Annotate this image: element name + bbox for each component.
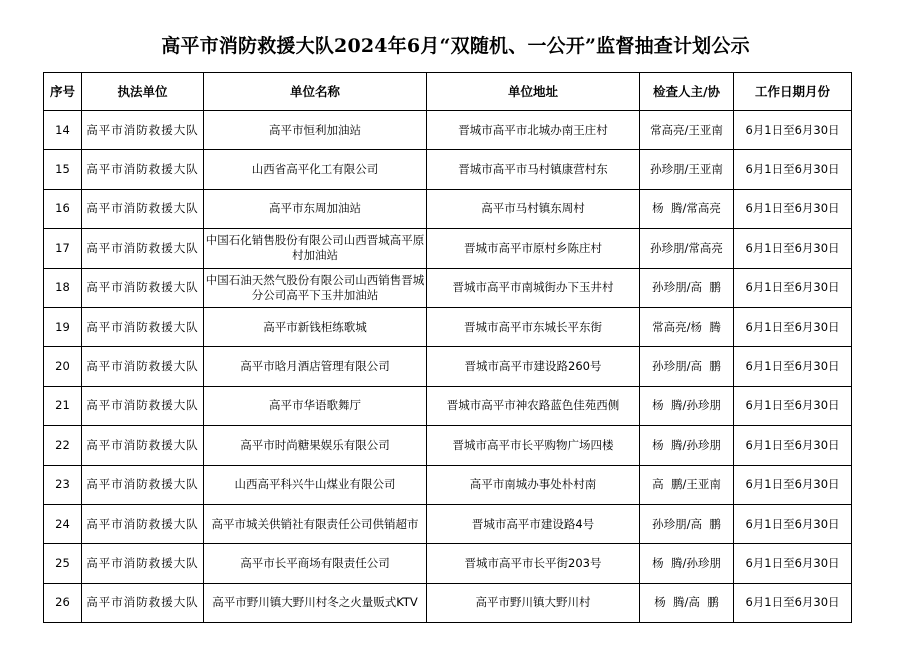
enforcement-unit-cell: 高平市消防救援大队 (82, 386, 204, 425)
inspectors-cell: 杨 腾/孙珍朋 (640, 544, 734, 583)
unit-address-cell: 晋城市高平市建设路260号 (427, 347, 640, 386)
unit-name-cell: 高平市长平商场有限责任公司 (204, 544, 427, 583)
unit-name-cell: 中国石化销售股份有限公司山西晋城高平原村加油站 (204, 229, 427, 268)
work-period-cell: 6月1日至6月30日 (734, 268, 852, 307)
seq-cell: 26 (44, 583, 82, 622)
seq-cell: 23 (44, 465, 82, 504)
unit-name-cell: 高平市野川镇大野川村冬之火量贩式KTV (204, 583, 427, 622)
enforcement-unit-cell: 高平市消防救援大队 (82, 307, 204, 346)
inspectors-cell: 杨 腾/孙珍朋 (640, 386, 734, 425)
unit-address-cell: 高平市野川镇大野川村 (427, 583, 640, 622)
unit-address-cell: 高平市南城办事处朴村南 (427, 465, 640, 504)
enforcement-unit-cell: 高平市消防救援大队 (82, 111, 204, 150)
seq-cell: 16 (44, 189, 82, 228)
unit-address-cell: 高平市马村镇东周村 (427, 189, 640, 228)
work-period-cell: 6月1日至6月30日 (734, 583, 852, 622)
inspectors-cell: 常高亮/王亚南 (640, 111, 734, 150)
work-period-cell: 6月1日至6月30日 (734, 307, 852, 346)
table-row (44, 583, 852, 622)
table-row (44, 189, 852, 228)
enforcement-unit-cell: 高平市消防救援大队 (82, 347, 204, 386)
page-title: 高平市消防救援大队2024年6月“双随机、一公开”监督抽查计划公示 (161, 35, 750, 57)
seq-cell: 14 (44, 111, 82, 150)
unit-address-cell: 晋城市高平市南城街办下玉井村 (427, 268, 640, 307)
seq-cell: 17 (44, 229, 82, 268)
column-header-work-period: 工作日期月份 (734, 73, 852, 111)
unit-address-cell: 晋城市高平市长平购物广场四楼 (427, 426, 640, 465)
enforcement-unit-cell: 高平市消防救援大队 (82, 465, 204, 504)
table-row (44, 465, 852, 504)
unit-address-cell: 晋城市高平市马村镇康营村东 (427, 150, 640, 189)
enforcement-unit-cell: 高平市消防救援大队 (82, 544, 204, 583)
unit-name-cell: 高平市新钱柜练歌城 (204, 307, 427, 346)
enforcement-unit-cell: 高平市消防救援大队 (82, 426, 204, 465)
table-row (44, 426, 852, 465)
unit-name-cell: 高平市东周加油站 (204, 189, 427, 228)
work-period-cell: 6月1日至6月30日 (734, 465, 852, 504)
work-period-cell: 6月1日至6月30日 (734, 386, 852, 425)
work-period-cell: 6月1日至6月30日 (734, 150, 852, 189)
unit-address-cell: 晋城市高平市东城长平东街 (427, 307, 640, 346)
table-row (44, 307, 852, 346)
unit-name-cell: 高平市时尚糖果娱乐有限公司 (204, 426, 427, 465)
column-header-inspectors: 检查人主/协 (640, 73, 734, 111)
table-header-row (44, 73, 852, 111)
work-period-cell: 6月1日至6月30日 (734, 504, 852, 543)
inspection-plan-table (43, 72, 852, 623)
inspectors-cell: 杨 腾/高 鹏 (640, 583, 734, 622)
seq-cell: 18 (44, 268, 82, 307)
seq-cell: 19 (44, 307, 82, 346)
work-period-cell: 6月1日至6月30日 (734, 189, 852, 228)
enforcement-unit-cell: 高平市消防救援大队 (82, 504, 204, 543)
seq-cell: 24 (44, 504, 82, 543)
table-row (44, 386, 852, 425)
inspectors-cell: 高 鹏/王亚南 (640, 465, 734, 504)
unit-address-cell: 晋城市高平市原村乡陈庄村 (427, 229, 640, 268)
unit-name-cell: 山西高平科兴牛山煤业有限公司 (204, 465, 427, 504)
seq-cell: 20 (44, 347, 82, 386)
table-row (44, 347, 852, 386)
unit-name-cell: 高平市恒利加油站 (204, 111, 427, 150)
unit-address-cell: 晋城市高平市神农路蓝色佳苑西侧 (427, 386, 640, 425)
unit-address-cell: 晋城市高平市建设路4号 (427, 504, 640, 543)
unit-name-cell: 高平市华语歌舞厅 (204, 386, 427, 425)
inspectors-cell: 孙珍朋/高 鹏 (640, 268, 734, 307)
column-header-unit-name: 单位名称 (204, 73, 427, 111)
inspectors-cell: 孙珍朋/高 鹏 (640, 347, 734, 386)
inspectors-cell: 孙珍朋/高 鹏 (640, 504, 734, 543)
unit-name-cell: 高平市晗月酒店管理有限公司 (204, 347, 427, 386)
enforcement-unit-cell: 高平市消防救援大队 (82, 583, 204, 622)
unit-address-cell: 晋城市高平市北城办南王庄村 (427, 111, 640, 150)
table-row (44, 111, 852, 150)
table-row (44, 229, 852, 268)
work-period-cell: 6月1日至6月30日 (734, 111, 852, 150)
seq-cell: 21 (44, 386, 82, 425)
inspectors-cell: 杨 腾/常高亮 (640, 189, 734, 228)
enforcement-unit-cell: 高平市消防救援大队 (82, 268, 204, 307)
seq-cell: 15 (44, 150, 82, 189)
unit-name-cell: 中国石油天然气股份有限公司山西销售晋城分公司高平下玉井加油站 (204, 268, 427, 307)
unit-address-cell: 晋城市高平市长平街203号 (427, 544, 640, 583)
column-header-enforcement-unit: 执法单位 (82, 73, 204, 111)
enforcement-unit-cell: 高平市消防救援大队 (82, 189, 204, 228)
work-period-cell: 6月1日至6月30日 (734, 229, 852, 268)
enforcement-unit-cell: 高平市消防救援大队 (82, 150, 204, 189)
seq-cell: 22 (44, 426, 82, 465)
seq-cell: 25 (44, 544, 82, 583)
work-period-cell: 6月1日至6月30日 (734, 544, 852, 583)
table-row (44, 150, 852, 189)
enforcement-unit-cell: 高平市消防救援大队 (82, 229, 204, 268)
unit-name-cell: 山西省高平化工有限公司 (204, 150, 427, 189)
inspectors-cell: 杨 腾/孙珍朋 (640, 426, 734, 465)
column-header-unit-address: 单位地址 (427, 73, 640, 111)
column-header-seq: 序号 (44, 73, 82, 111)
table-row (44, 544, 852, 583)
inspectors-cell: 孙珍朋/常高亮 (640, 229, 734, 268)
table-row (44, 504, 852, 543)
inspectors-cell: 孙珍朋/王亚南 (640, 150, 734, 189)
table-row (44, 268, 852, 307)
unit-name-cell: 高平市城关供销社有限责任公司供销超市 (204, 504, 427, 543)
work-period-cell: 6月1日至6月30日 (734, 426, 852, 465)
inspectors-cell: 常高亮/杨 腾 (640, 307, 734, 346)
work-period-cell: 6月1日至6月30日 (734, 347, 852, 386)
